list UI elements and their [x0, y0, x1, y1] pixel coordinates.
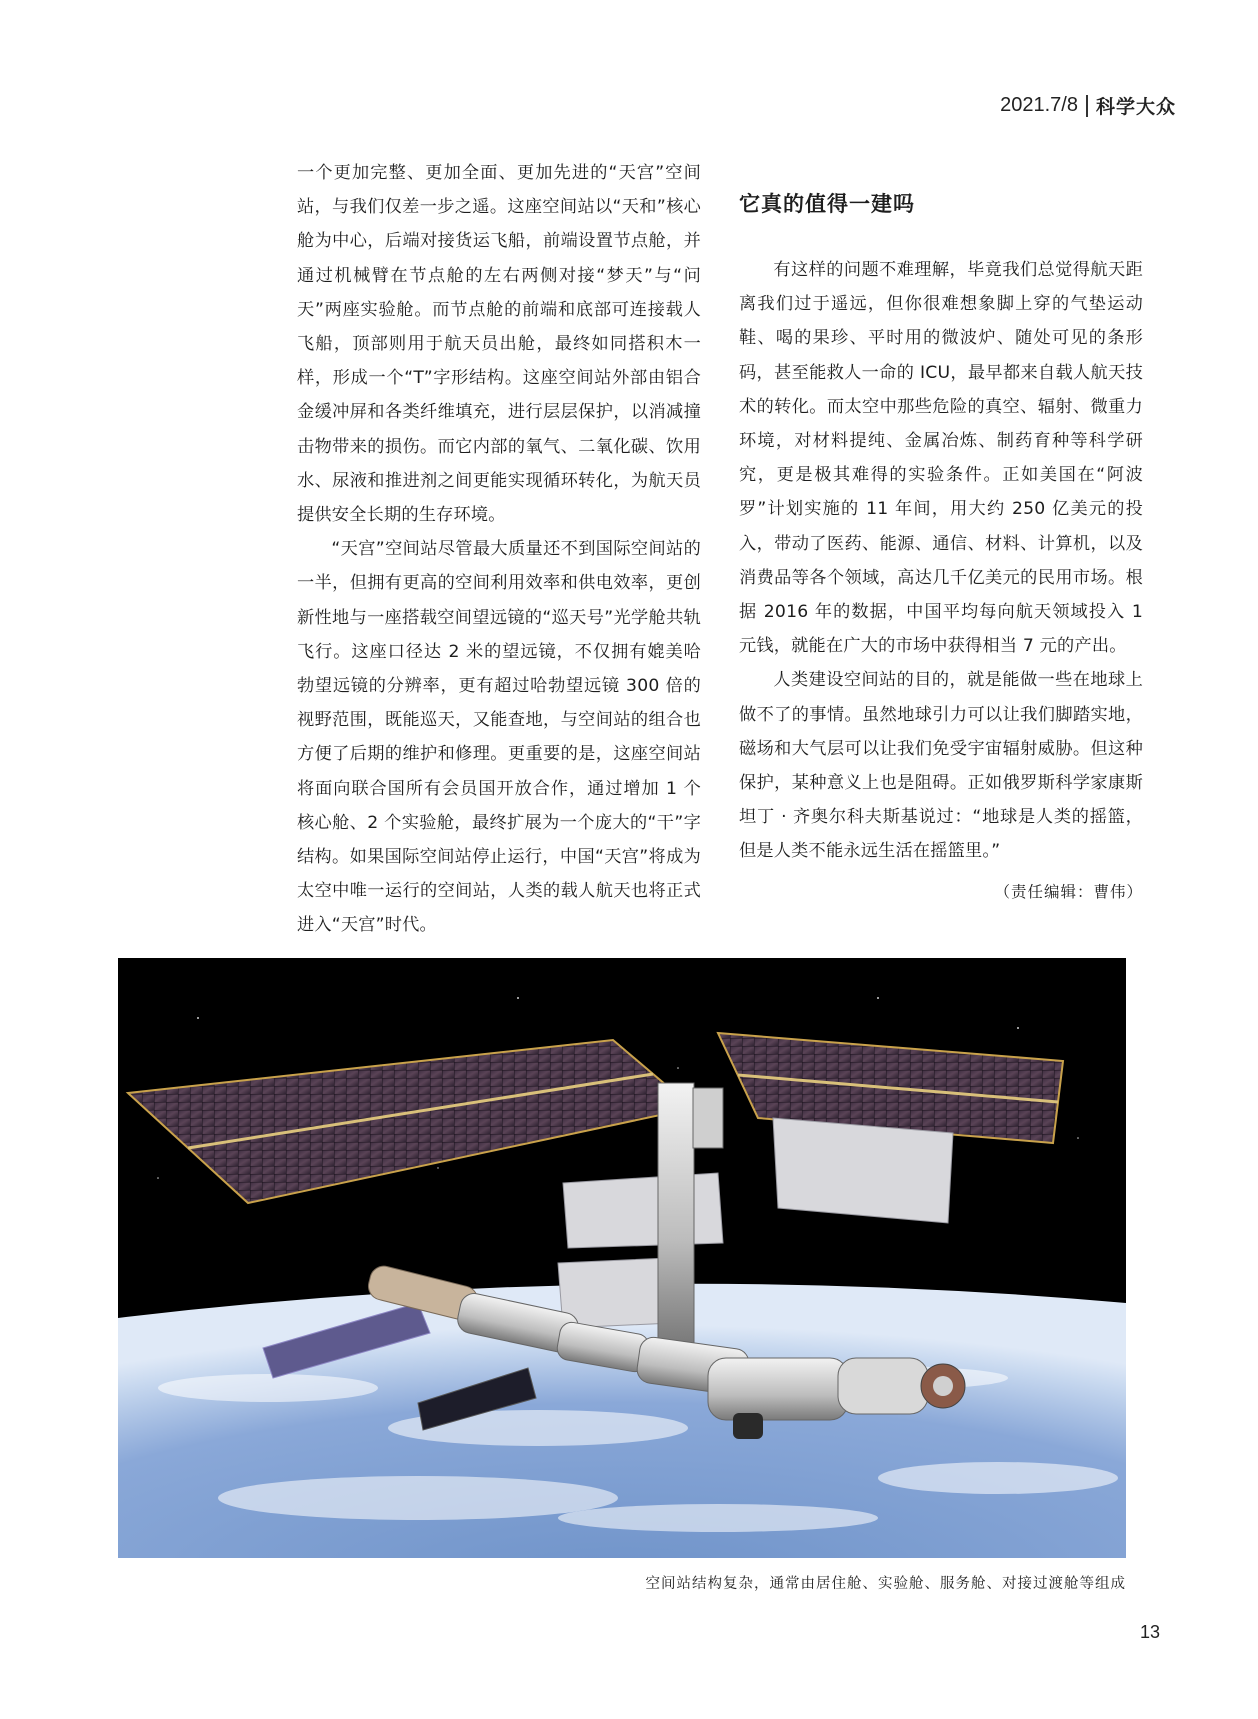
page-number: 13 — [1139, 1622, 1160, 1642]
space-station-photo — [118, 958, 1126, 1558]
paragraph: “天宫”空间站尽管最大质量还不到国际空间站的一半，但拥有更高的空间利用效率和供电效率，更创新性地与一座搭载空间望远镜的“巡天号”光学舱共轨飞行。这座口径达 2 米的望远镜，不仅拥有媲美哈勃望远镜的分辨率，更有超过哈勃望远镜 300 倍的视野范围，既能巡天，又能查地，与空间站的组合也方便了后期的维护和修理。更重要的是，这座空间站将面向联合国所有会员国开放合作，通过增加 1 个核心舱、2 个实验舱，最终扩展为一个庞大的“干”字结构。如果国际空间站停止运行，中国“天宫”将成为太空中唯一运行的空间站，人类的载人航天也将正式进入“天宫”时代。 — [297, 539, 701, 936]
figure-caption: 空间站结构复杂，通常由居住舱、实验舱、服务舱、对接过渡舱等组成 — [645, 1576, 1126, 1592]
section-heading: 它真的值得一建吗 — [739, 192, 915, 216]
editor-credit: （责任编辑：曹伟） — [994, 882, 1143, 901]
magazine-logo: 科学大众 — [1095, 96, 1176, 118]
paragraph: 一个更加完整、更加全面、更加先进的“天宫”空间站，与我们仅差一步之遥。这座空间站以“天和”核心舱为中心，后端对接货运飞船，前端设置节点舱，并通过机械臂在节点舱的左右两侧对接“梦天”与“问天”两座实验舱。而节点舱的前端和底部可连接载人飞船，顶部则用于航天员出舱，最终如同搭积木一样，形成一个“T”字形结构。这座空间站外部由铝合金缓冲屏和各类纤维填充，进行层层保护，以消减撞击物带来的损伤。而它内部的氧气、二氧化碳、饮用水、尿液和推进剂之间更能实现循环转化，为航天员提供安全长期的生存环境。 — [297, 163, 701, 526]
header-divider — [1086, 95, 1088, 117]
left-column — [297, 156, 701, 943]
right-column — [739, 187, 1143, 909]
paragraph: 有这样的问题不难理解，毕竟我们总觉得航天距离我们过于遥远，但你很难想象脚上穿的气垫运动鞋、喝的果珍、平时用的微波炉、随处可见的条形码，甚至能救人一命的 ICU，最早都来自载人航天技术的转化。而太空中那些危险的真空、辐射、微重力环境，对材料提纯、金属冶炼、制药育种等科学研究，更是极其难得的实验条件。正如美国在“阿波罗”计划实施的 11 年间，用大约 250 亿美元的投入，带动了医药、能源、通信、材料、计算机，以及消费品等各个领域，高达几千亿美元的民用市场。根据 2016 年的数据，中国平均每向航天领域投入 1 元钱，就能在广大的市场中获得相当 7 元的产出。 — [739, 260, 1143, 657]
issue-date: 2021.7/8 — [1000, 94, 1078, 116]
space-station-illustration — [118, 958, 1126, 1558]
page-header — [1000, 92, 1176, 119]
paragraph: 人类建设空间站的目的，就是能做一些在地球上做不了的事情。虽然地球引力可以让我们脚踏实地，磁场和大气层可以让我们免受宇宙辐射威胁。但这种保护，某种意义上也是阻碍。正如俄罗斯科学家康斯坦丁 · 齐奥尔科夫斯基说过：“地球是人类的摇篮，但是人类不能永远生活在摇篮里。” — [739, 670, 1143, 862]
